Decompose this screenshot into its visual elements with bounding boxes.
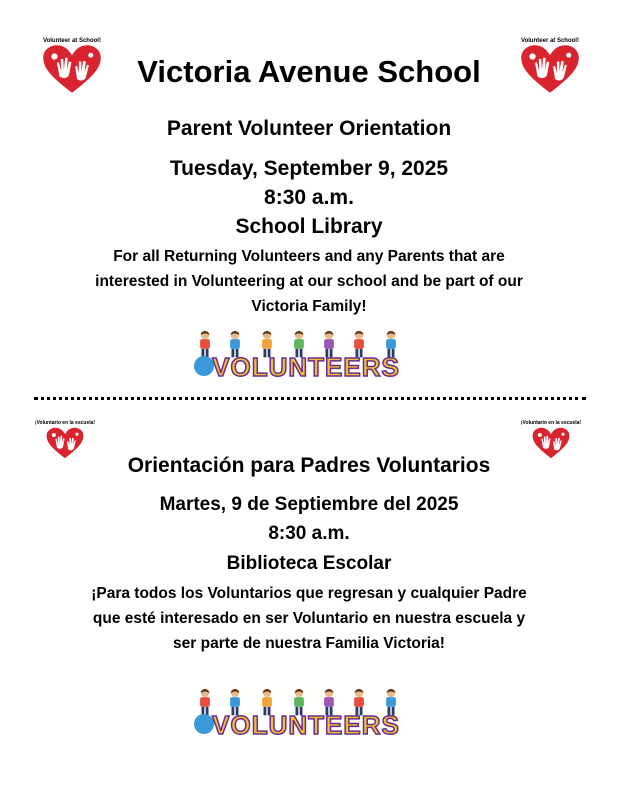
orientation-title-en: Parent Volunteer Orientation — [166, 117, 452, 140]
logo-caption: Volunteer at School! — [43, 38, 101, 44]
banner-word: VOLUNTEERS — [212, 352, 400, 382]
banner-word: VOLUNTEERS — [212, 710, 400, 740]
description-line: que esté interesado en ser Voluntario en nuestra escuela y — [92, 610, 526, 627]
volunteers-banner — [156, 330, 456, 382]
description-line: For all Returning Volunteers and any Parents that are — [113, 248, 505, 265]
logo-caption: Volunteer at School! — [521, 38, 579, 44]
volunteers-banner — [156, 688, 456, 740]
description-line: Victoria Family! — [251, 298, 367, 315]
description-en — [0, 244, 618, 319]
logo-caption: ¡Voluntario en la escuela! — [34, 420, 96, 426]
school-title: Victoria Avenue School — [137, 54, 481, 89]
description-es — [0, 581, 618, 656]
description-line: ¡Para todos los Voluntarios que regresan y cualquier Padre — [91, 585, 527, 602]
description-line: interested in Volunteering at our school and be part of our — [95, 273, 523, 290]
orientation-title-es: Orientación para Padres Voluntarios — [127, 454, 491, 477]
globe-icon — [194, 714, 214, 734]
description-line: ser parte de nuestra Familia Victoria! — [173, 635, 445, 652]
time-en: 8:30 a.m. — [264, 186, 354, 209]
date-es: Martes, 9 de Septiembre del 2025 — [159, 494, 459, 515]
globe-icon — [194, 356, 214, 376]
section-divider — [34, 397, 586, 400]
location-en: School Library — [235, 215, 383, 238]
date-en: Tuesday, September 9, 2025 — [169, 157, 449, 180]
logo-caption: ¡Voluntario en la escuela! — [520, 420, 582, 426]
location-es: Biblioteca Escolar — [226, 553, 392, 574]
time-es: 8:30 a.m. — [268, 523, 350, 544]
